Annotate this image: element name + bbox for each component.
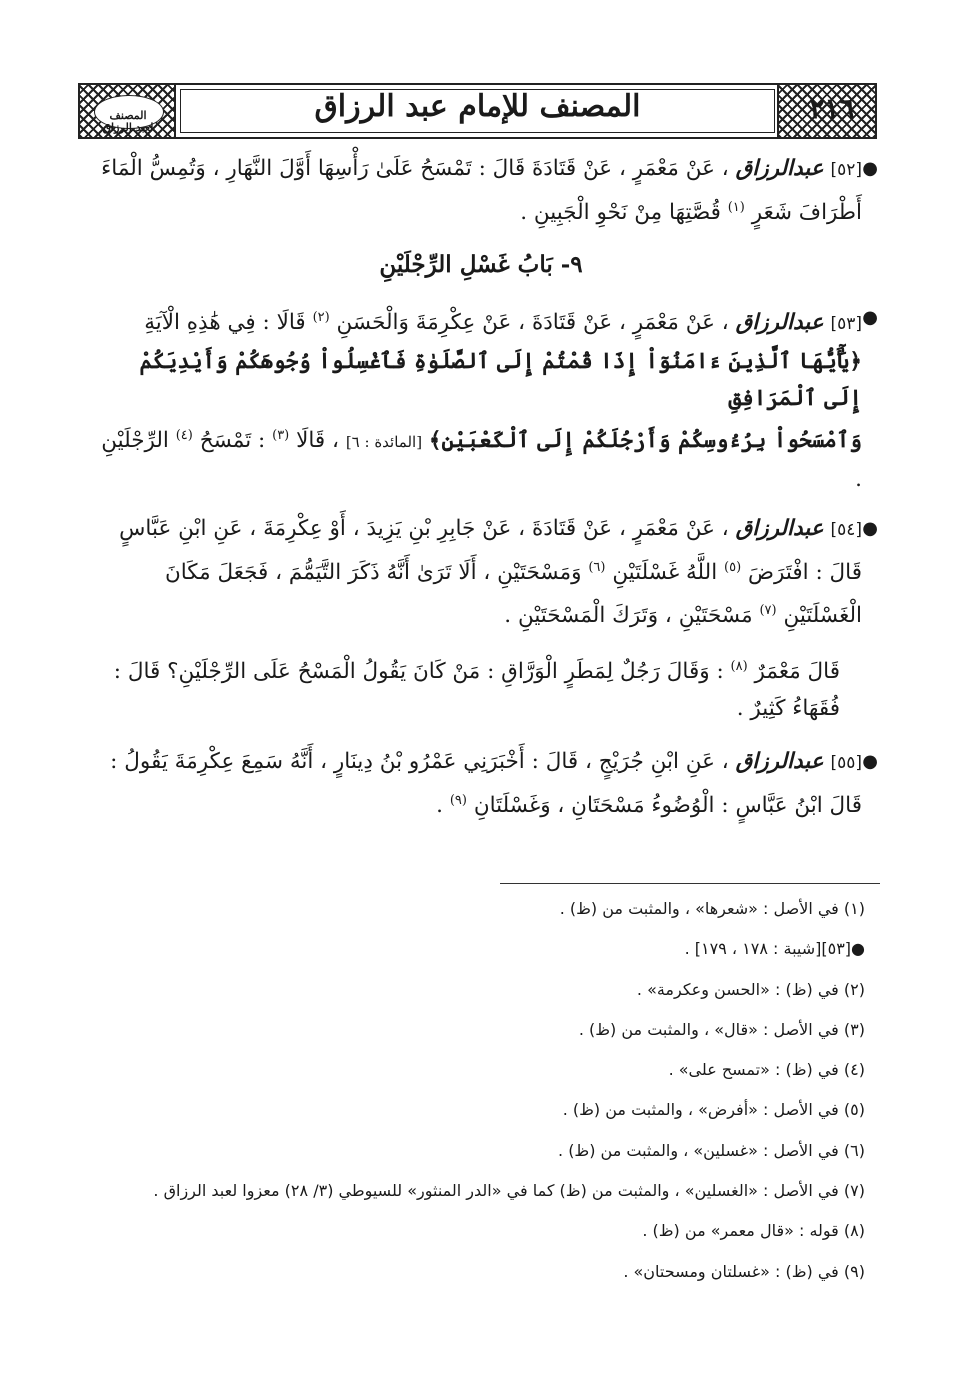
book-title: المصنف للإمام عبد الرزاق [314, 89, 641, 124]
bullet-icon: ● [862, 307, 878, 329]
hadith-number: [٥٤] [830, 520, 862, 541]
footnote-ref: (١) [727, 200, 745, 215]
left-ornament [78, 83, 178, 139]
hadith-text: اللَّهُ غَسْلَتَيْنِ [612, 560, 718, 586]
footnote-ref: (٥) [724, 560, 742, 576]
hadith-text: وَمَسْحَتَيْنِ ، أَلَا تَرَىٰ أَنَّهُ ذَكَرَ التَّيَمُّمَ ، فَجَعَلَ مَكَانَ [164, 560, 582, 586]
footnote-ref: (٦) [588, 560, 606, 576]
hadith-number: [٥٥] [830, 752, 862, 773]
hadith-text: قُصَّتِهَا مِنْ نَحْوِ الْجَبِينِ . [520, 200, 721, 226]
narrator: عبدالرزاق [735, 516, 824, 542]
hadith-number: [٥٣] [830, 314, 862, 335]
bullet-icon: ● [862, 158, 878, 179]
footnote: (١) في الأصل : «شعرها» ، والمثبت من (ظ) . [559, 899, 865, 918]
hadith-text: ، عَنِ ابْنِ جُرَيْجٍ ، قَالَ : أَخْبَرَنِي عَمْرُو بْنُ دِينَارٍ ، أَنَّهُ سَمِعَ عِكْرِمَةَ يَقُولُ : [110, 748, 729, 774]
page-header [78, 83, 877, 141]
hadith-text: قَالَ : افْتَرَضَ [748, 560, 862, 586]
narrator: عبدالرزاق [735, 156, 824, 181]
hadith-text: فُقَهَاءُ كَثِيرٌ . [736, 695, 840, 721]
hadith-text: ، عَنْ مَعْمَرٍ ، عَنْ قَتَادَةَ ، عَنْ جَابِرِ بْنِ يَزِيدَ ، أَوْ عِكْرِمَةَ ، عَنِ ابْنِ عَبَّاسٍ [119, 516, 729, 542]
chapter-heading: ٩- بَابُ غَسْلِ الرِّجْلَيْنِ [379, 251, 583, 279]
quran-verse: ﴿يَٰٓأَيُّهَا ٱلَّذِينَ ءَامَنُوٓاْ إِذَا قُمْتُمْ إِلَى ٱلصَّلَوٰةِ فَٱغْسِلُواْ وُجُوهَكُمْ وَأَيْدِيَكُمْ إِلَى ٱلْمَرَافِقِ [139, 349, 862, 412]
hadith-text: الْغَسْلَتَيْنِ [783, 602, 862, 628]
hadith-text: الرِّجْلَيْنِ . [101, 428, 862, 493]
footnote-separator [500, 883, 880, 884]
hadith-54 [100, 510, 878, 633]
footnote: (٧) في الأصل : «الغسلين» ، والمثبت من (ظ) كما في «الدر المنثور» للسيوطي (٣/ ٢٨) معزوا لعبد الرزاق . [153, 1181, 865, 1201]
footnote: (٩) في (ظ) : «غسلتان ومسحتان» . [623, 1261, 865, 1281]
footnote-ref: (٣) [272, 428, 290, 444]
bullet-icon: ● [862, 750, 878, 772]
footnote-ref: (٨) [730, 658, 748, 674]
quran-verse: وَٱمْسَحُواْ بِرُءُوسِكُمْ وَأَرْجُلَكُمْ إِلَى ٱلْكَعْبَيْنِ﴾ [428, 428, 862, 454]
narrator: عبدالرزاق [735, 310, 824, 336]
hadith-text: ، قَالَا [296, 428, 339, 454]
hadith-text: قَالَ مَعْمَرٌ [754, 658, 840, 684]
footnote: (٦) في الأصل : «غسلين» ، والمثبت من (ظ) . [558, 1140, 865, 1160]
hadith-55 [100, 743, 878, 824]
footnote: (٨) قوله : «قال معمر» من (ظ) . [642, 1221, 865, 1241]
hadith-text: : تَمْسَحُ [199, 428, 266, 454]
mamar-statement [100, 648, 862, 727]
hadith-text: قَالَا : فِي هَٰذِهِ الْآيَةِ [144, 310, 306, 336]
hadith-text: أَطْرَافَ شَعَرٍ [751, 200, 862, 226]
hadith-text: ، عَنْ مَعْمَرٍ ، عَنْ قَتَادَةَ ، عَنْ عِكْرِمَةَ وَالْحَسَنِ [336, 310, 729, 336]
seal-text: المصنف لعبد الرزاق [102, 109, 154, 134]
hadith-52 [100, 150, 878, 231]
footnote: ●[٥٣][شيبة : ١٧٨ ، ١٧٩] . [684, 939, 865, 959]
verse-reference: [المائدة : ٦] [345, 433, 423, 452]
hadith-number: [٥٢] [830, 160, 862, 180]
footnote-ref: (٢) [312, 310, 330, 326]
footnote-ref: (٤) [175, 428, 193, 444]
hadith-text: قَالَ ابْنُ عَبَّاسٍ : الْوُضُوءُ مَسْحَتَانِ ، وَغَسْلَتَانِ [473, 793, 862, 819]
footnote: (٢) في (ظ) : «الحسن وعكرمة» . [636, 979, 865, 999]
bullet-icon: ● [862, 518, 878, 540]
hadith-text: ، عَنْ مَعْمَرٍ ، عَنْ قَتَادَةَ قَالَ : تَمْسَحُ عَلَىٰ رَأْسِهَا أَوَّلَ النَّهَارِ ، وَتُمِسُّ الْمَاءَ [101, 156, 729, 181]
seal-emblem [94, 95, 164, 134]
hadith-text: . [436, 793, 443, 819]
footnote: (٣) في الأصل : «قال» ، والمثبت من (ظ) . [578, 1019, 865, 1039]
hadith-53 [100, 299, 878, 498]
hadith-text: : وَقَالَ رَجُلٌ لِمَطَرٍ الْوَرَّاقِ : مَنْ كَانَ يَقُولُ الْمَسْحُ عَلَى الرِّجْلَيْنِ؟ قَالَ : [113, 658, 724, 684]
footnote-ref: (٩) [449, 792, 467, 808]
hadith-text: مَسْحَتَيْنِ ، وَتَرَكَ الْمَسْحَتَيْنِ . [504, 602, 753, 628]
main-text [100, 150, 878, 824]
footnote: (٥) في الأصل : «أفرض» ، والمثبت من (ظ) . [562, 1100, 865, 1120]
narrator: عبدالرزاق [735, 748, 824, 774]
page-number: ٢١٦ [809, 92, 855, 125]
footnote-ref: (٧) [759, 602, 777, 618]
footnote: (٤) في (ظ) : «تمسح على» . [668, 1060, 865, 1080]
footnotes [100, 889, 865, 1292]
